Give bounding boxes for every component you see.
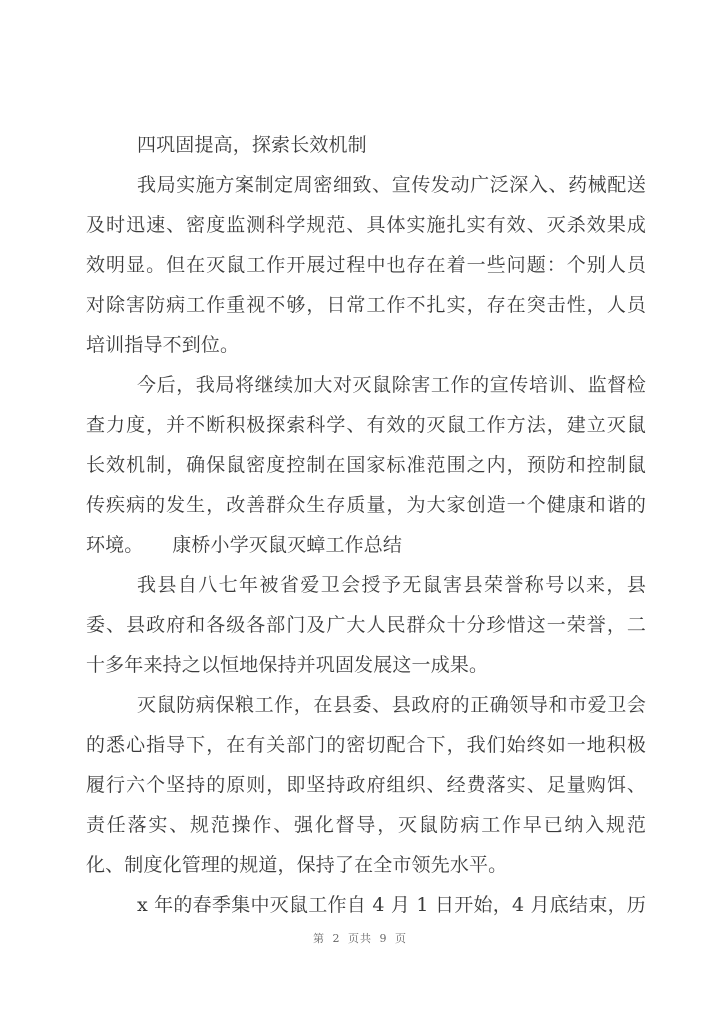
paragraph-line: 效明显。但在灭鼠工作开展过程中也存在着一些问题：个别人员	[86, 254, 646, 276]
paragraph-line: 我县自八七年被省爱卫会授予无鼠害县荣誉称号以来，县	[137, 574, 646, 596]
paragraph-line: 灭鼠防病保粮工作，在县委、县政府的正确领导和市爱卫会	[137, 694, 646, 716]
paragraph-line: 履行六个坚持的原则，即坚持政府组织、经费落实、足量购饵、	[86, 774, 646, 796]
paragraph-line: 我局实施方案制定周密细致、宣传发动广泛深入、药械配送	[137, 174, 646, 196]
paragraph-line: 委、县政府和各级各部门及广大人民群众十分珍惜这一荣誉，二	[86, 614, 646, 636]
paragraph-line: 责任落实、规范操作、强化督导，灭鼠防病工作早已纳入规范	[86, 814, 646, 836]
paragraph-line: x 年的春季集中灭鼠工作自 4 月 1 日开始，4 月底结束，历	[137, 894, 646, 916]
paragraph-line-with-title: 环境。 康桥小学灭鼠灭蟑工作总结	[86, 534, 403, 556]
paragraph-line: 化、制度化管理的规道，保持了在全市领先水平。	[86, 854, 508, 876]
paragraph-line: 查力度，并不断积极探索科学、有效的灭鼠工作方法，建立灭鼠	[86, 414, 646, 436]
paragraph-line: 今后，我局将继续加大对灭鼠除害工作的宣传培训、监督检	[137, 374, 646, 396]
paragraph-line: 长效机制，确保鼠密度控制在国家标准范围之内，预防和控制鼠	[86, 454, 646, 476]
paragraph-line: 及时迅速、密度监测科学规范、具体实施扎实有效、灭杀效果成	[86, 214, 646, 236]
paragraph-line: 的悉心指导下，在有关部门的密切配合下，我们始终如一地积极	[86, 734, 646, 756]
paragraph-line: 培训指导不到位。	[86, 334, 240, 356]
page-number-footer: 第 2 页共 9 页	[313, 932, 407, 945]
paragraph-line: 对除害防病工作重视不够，日常工作不扎实，存在突击性，人员	[86, 294, 646, 316]
section-heading: 四巩固提高，探索长效机制	[137, 134, 367, 156]
paragraph-line: 传疾病的发生，改善群众生存质量，为大家创造一个健康和谐的	[86, 494, 646, 516]
paragraph-line: 十多年来持之以恒地保持并巩固发展这一成果。	[86, 654, 489, 676]
